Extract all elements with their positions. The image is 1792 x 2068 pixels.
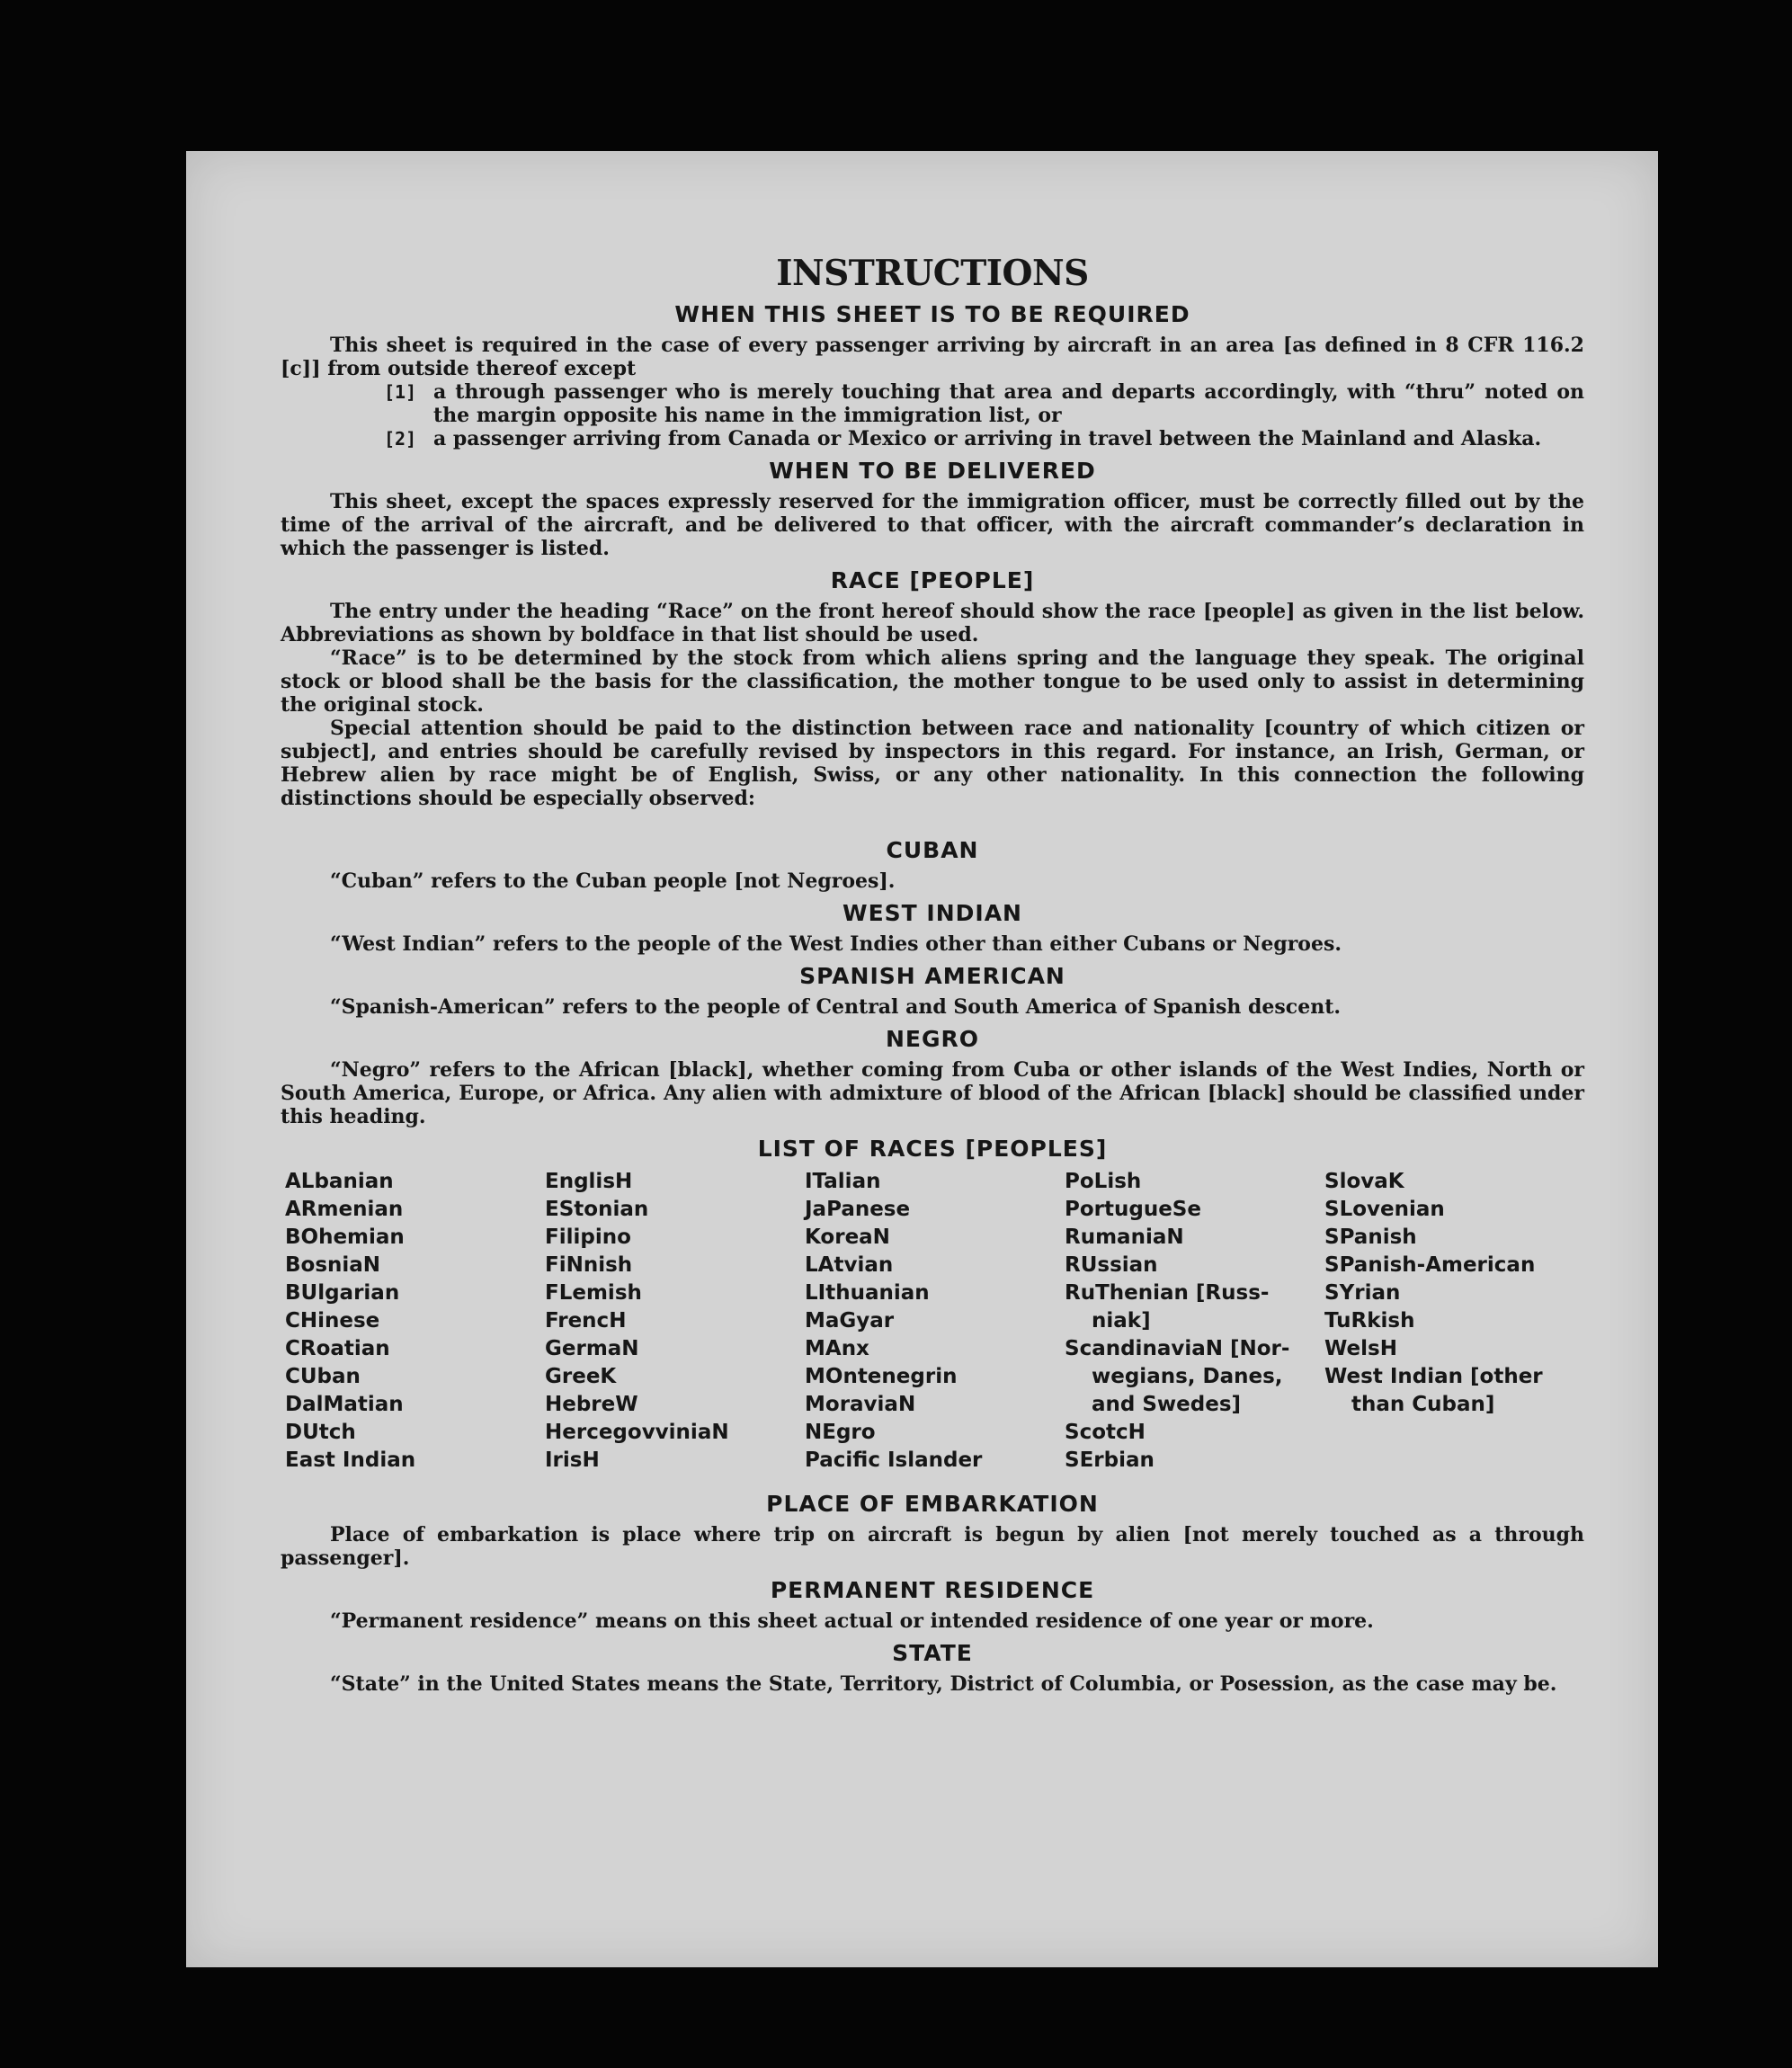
race-entry: SLovenian <box>1324 1198 1445 1221</box>
residence-text: “Permanent residence” means on this sheet actual or intended residence of one year or more. <box>330 1609 1374 1633</box>
west-indian-text: “West Indian” refers to the people of the West Indies other than either Cubans or Negroes. <box>330 932 1342 956</box>
heading-state: STATE <box>892 1640 973 1666</box>
race-paragraph-3: Special attention should be paid to the distinction between race and nationality [country of which citizen or subject], and entries should be carefully revised by inspectors in this regard. For instance, an Irish, German, or Hebrew alien by race might be of English, Swiss, or any other nationality. In this connection the following distinctions should be especially observed: <box>281 717 1584 810</box>
list-item <box>281 427 1584 450</box>
heading-spanish-american: SPANISH AMERICAN <box>799 963 1065 989</box>
race-entry: FrencH <box>545 1309 627 1333</box>
race-entry: SYrian <box>1324 1281 1401 1305</box>
list-item-text: a passenger arriving from Canada or Mexico or arriving in travel between the Mainland and Alaska. <box>433 427 1542 450</box>
race-entry: MOntenegrin <box>805 1365 958 1388</box>
race-entry: CHinese <box>285 1309 380 1333</box>
heading-embarkation: PLACE OF EMBARKATION <box>766 1491 1099 1517</box>
race-entry-continued: niak] <box>1092 1309 1151 1333</box>
race-entry: West Indian [other <box>1324 1365 1543 1388</box>
heading-required: WHEN THIS SHEET IS TO BE REQUIRED <box>674 301 1190 327</box>
race-entry: HebreW <box>545 1393 638 1416</box>
race-entry: KoreaN <box>805 1226 890 1249</box>
race-paragraph-1: The entry under the heading “Race” on the front hereof should show the race [people] as given in the list below. Abbreviations as shown by boldface in that list should be used. <box>281 600 1584 646</box>
race-entry: PoLish <box>1065 1170 1142 1193</box>
races-column-3 <box>800 1168 1060 1475</box>
race-entry: NEgro <box>805 1421 876 1444</box>
races-column-4 <box>1060 1168 1320 1475</box>
race-entry-continued: than Cuban] <box>1351 1393 1495 1416</box>
race-entry: EnglisH <box>545 1170 633 1193</box>
race-entry: DalMatian <box>285 1393 404 1416</box>
heading-list-of-races: LIST OF RACES [PEOPLES] <box>757 1136 1108 1162</box>
race-entry: FiNnish <box>545 1253 633 1277</box>
race-entry: SlovaK <box>1324 1170 1404 1193</box>
instructions-content <box>281 253 1584 1696</box>
race-entry: East Indian <box>285 1448 416 1472</box>
heading-permanent-residence: PERMANENT RESIDENCE <box>770 1577 1095 1603</box>
race-entry: MoraviaN <box>805 1393 916 1416</box>
negro-text: “Negro” refers to the African [black], whether coming from Cuba or other islands of the West Indies, North or South America, Europe, or Africa. Any alien with admixture of blood of the African [black] should be classified under this heading. <box>281 1058 1584 1128</box>
race-entry: RuThenian [Russ- <box>1065 1281 1270 1305</box>
race-entry: EStonian <box>545 1198 649 1221</box>
race-entry: LAtvian <box>805 1253 894 1277</box>
races-column-5 <box>1320 1168 1580 1475</box>
race-entry: GreeK <box>545 1365 617 1388</box>
race-entry: ITalian <box>805 1170 881 1193</box>
race-entry: SErbian <box>1065 1448 1155 1472</box>
list-item-number: [1] <box>384 381 417 403</box>
heading-negro: NEGRO <box>885 1026 980 1052</box>
race-entry: TuRkish <box>1324 1309 1415 1333</box>
state-text: “State” in the United States means the State, Territory, District of Columbia, or Posession, as the case may be. <box>330 1672 1557 1696</box>
cuban-text: “Cuban” refers to the Cuban people [not Negroes]. <box>330 869 896 893</box>
race-entry: GermaN <box>545 1337 639 1360</box>
race-entry: BOhemian <box>285 1226 405 1249</box>
heading-west-indian: WEST INDIAN <box>843 900 1022 926</box>
race-entry: Filipino <box>545 1226 631 1249</box>
race-entry: CRoatian <box>285 1337 390 1360</box>
race-entry: MaGyar <box>805 1309 895 1333</box>
page-title: INSTRUCTIONS <box>776 253 1089 294</box>
race-entry: IrisH <box>545 1448 600 1472</box>
race-entry: SPanish-American <box>1324 1253 1536 1277</box>
race-entry: BUlgarian <box>285 1281 400 1305</box>
list-item <box>281 380 1584 427</box>
races-table <box>281 1168 1584 1475</box>
race-entry: BosniaN <box>285 1253 381 1277</box>
heading-race: RACE [PEOPLE] <box>830 567 1035 593</box>
race-entry: DUtch <box>285 1421 356 1444</box>
embarkation-text: Place of embarkation is place where trip on aircraft is begun by alien [not merely touched as a through passenger]. <box>281 1523 1584 1570</box>
race-entry: MAnx <box>805 1337 869 1360</box>
exception-list <box>281 380 1584 450</box>
race-entry-continued: and Swedes] <box>1092 1393 1242 1416</box>
race-entry: ScandinaviaN [Nor- <box>1065 1337 1290 1360</box>
spanish-american-text: “Spanish-American” refers to the people of Central and South America of Spanish descent. <box>330 995 1342 1019</box>
races-column-1 <box>281 1168 540 1475</box>
race-entry: LIthuanian <box>805 1281 930 1305</box>
race-entry: CUban <box>285 1365 361 1388</box>
race-entry: JaPanese <box>805 1198 911 1221</box>
race-entry: RumaniaN <box>1065 1226 1184 1249</box>
heading-delivered: WHEN TO BE DELIVERED <box>769 458 1096 484</box>
race-entry: SPanish <box>1324 1226 1417 1249</box>
race-entry: ALbanian <box>285 1170 394 1193</box>
race-entry: RUssian <box>1065 1253 1158 1277</box>
race-entry: FLemish <box>545 1281 642 1305</box>
race-entry: PortugueSe <box>1065 1198 1201 1221</box>
delivered-text: This sheet, except the spaces expressly reserved for the immigration officer, must be correctly filled out by the time of the arrival of the aircraft, and be delivered to that officer, with the aircraft commander’s declaration in which the passenger is listed. <box>281 490 1584 560</box>
document-sheet <box>186 151 1658 1967</box>
races-column-2 <box>540 1168 800 1475</box>
list-item-number: [2] <box>384 428 417 450</box>
race-entry: ScotcH <box>1065 1421 1146 1444</box>
race-entry-continued: wegians, Danes, <box>1092 1365 1283 1388</box>
race-entry: WelsH <box>1324 1337 1397 1360</box>
heading-cuban: CUBAN <box>886 837 979 863</box>
race-entry: Pacific Islander <box>805 1448 983 1472</box>
race-entry: HercegovviniaN <box>545 1421 729 1444</box>
race-paragraph-2: “Race” is to be determined by the stock from which aliens spring and the language they speak. The original stock or blood shall be the basis for the classification, the mother tongue to be used only to assist in determining the original stock. <box>281 646 1584 717</box>
required-intro: This sheet is required in the case of every passenger arriving by aircraft in an area [as defined in 8 CFR 116.2 [c]] from outside thereof except <box>281 334 1584 380</box>
race-entry: ARmenian <box>285 1198 404 1221</box>
list-item-text: a through passenger who is merely touching that area and departs accordingly, with “thru” noted on the margin opposite his name in the immigration list, or <box>433 380 1584 427</box>
